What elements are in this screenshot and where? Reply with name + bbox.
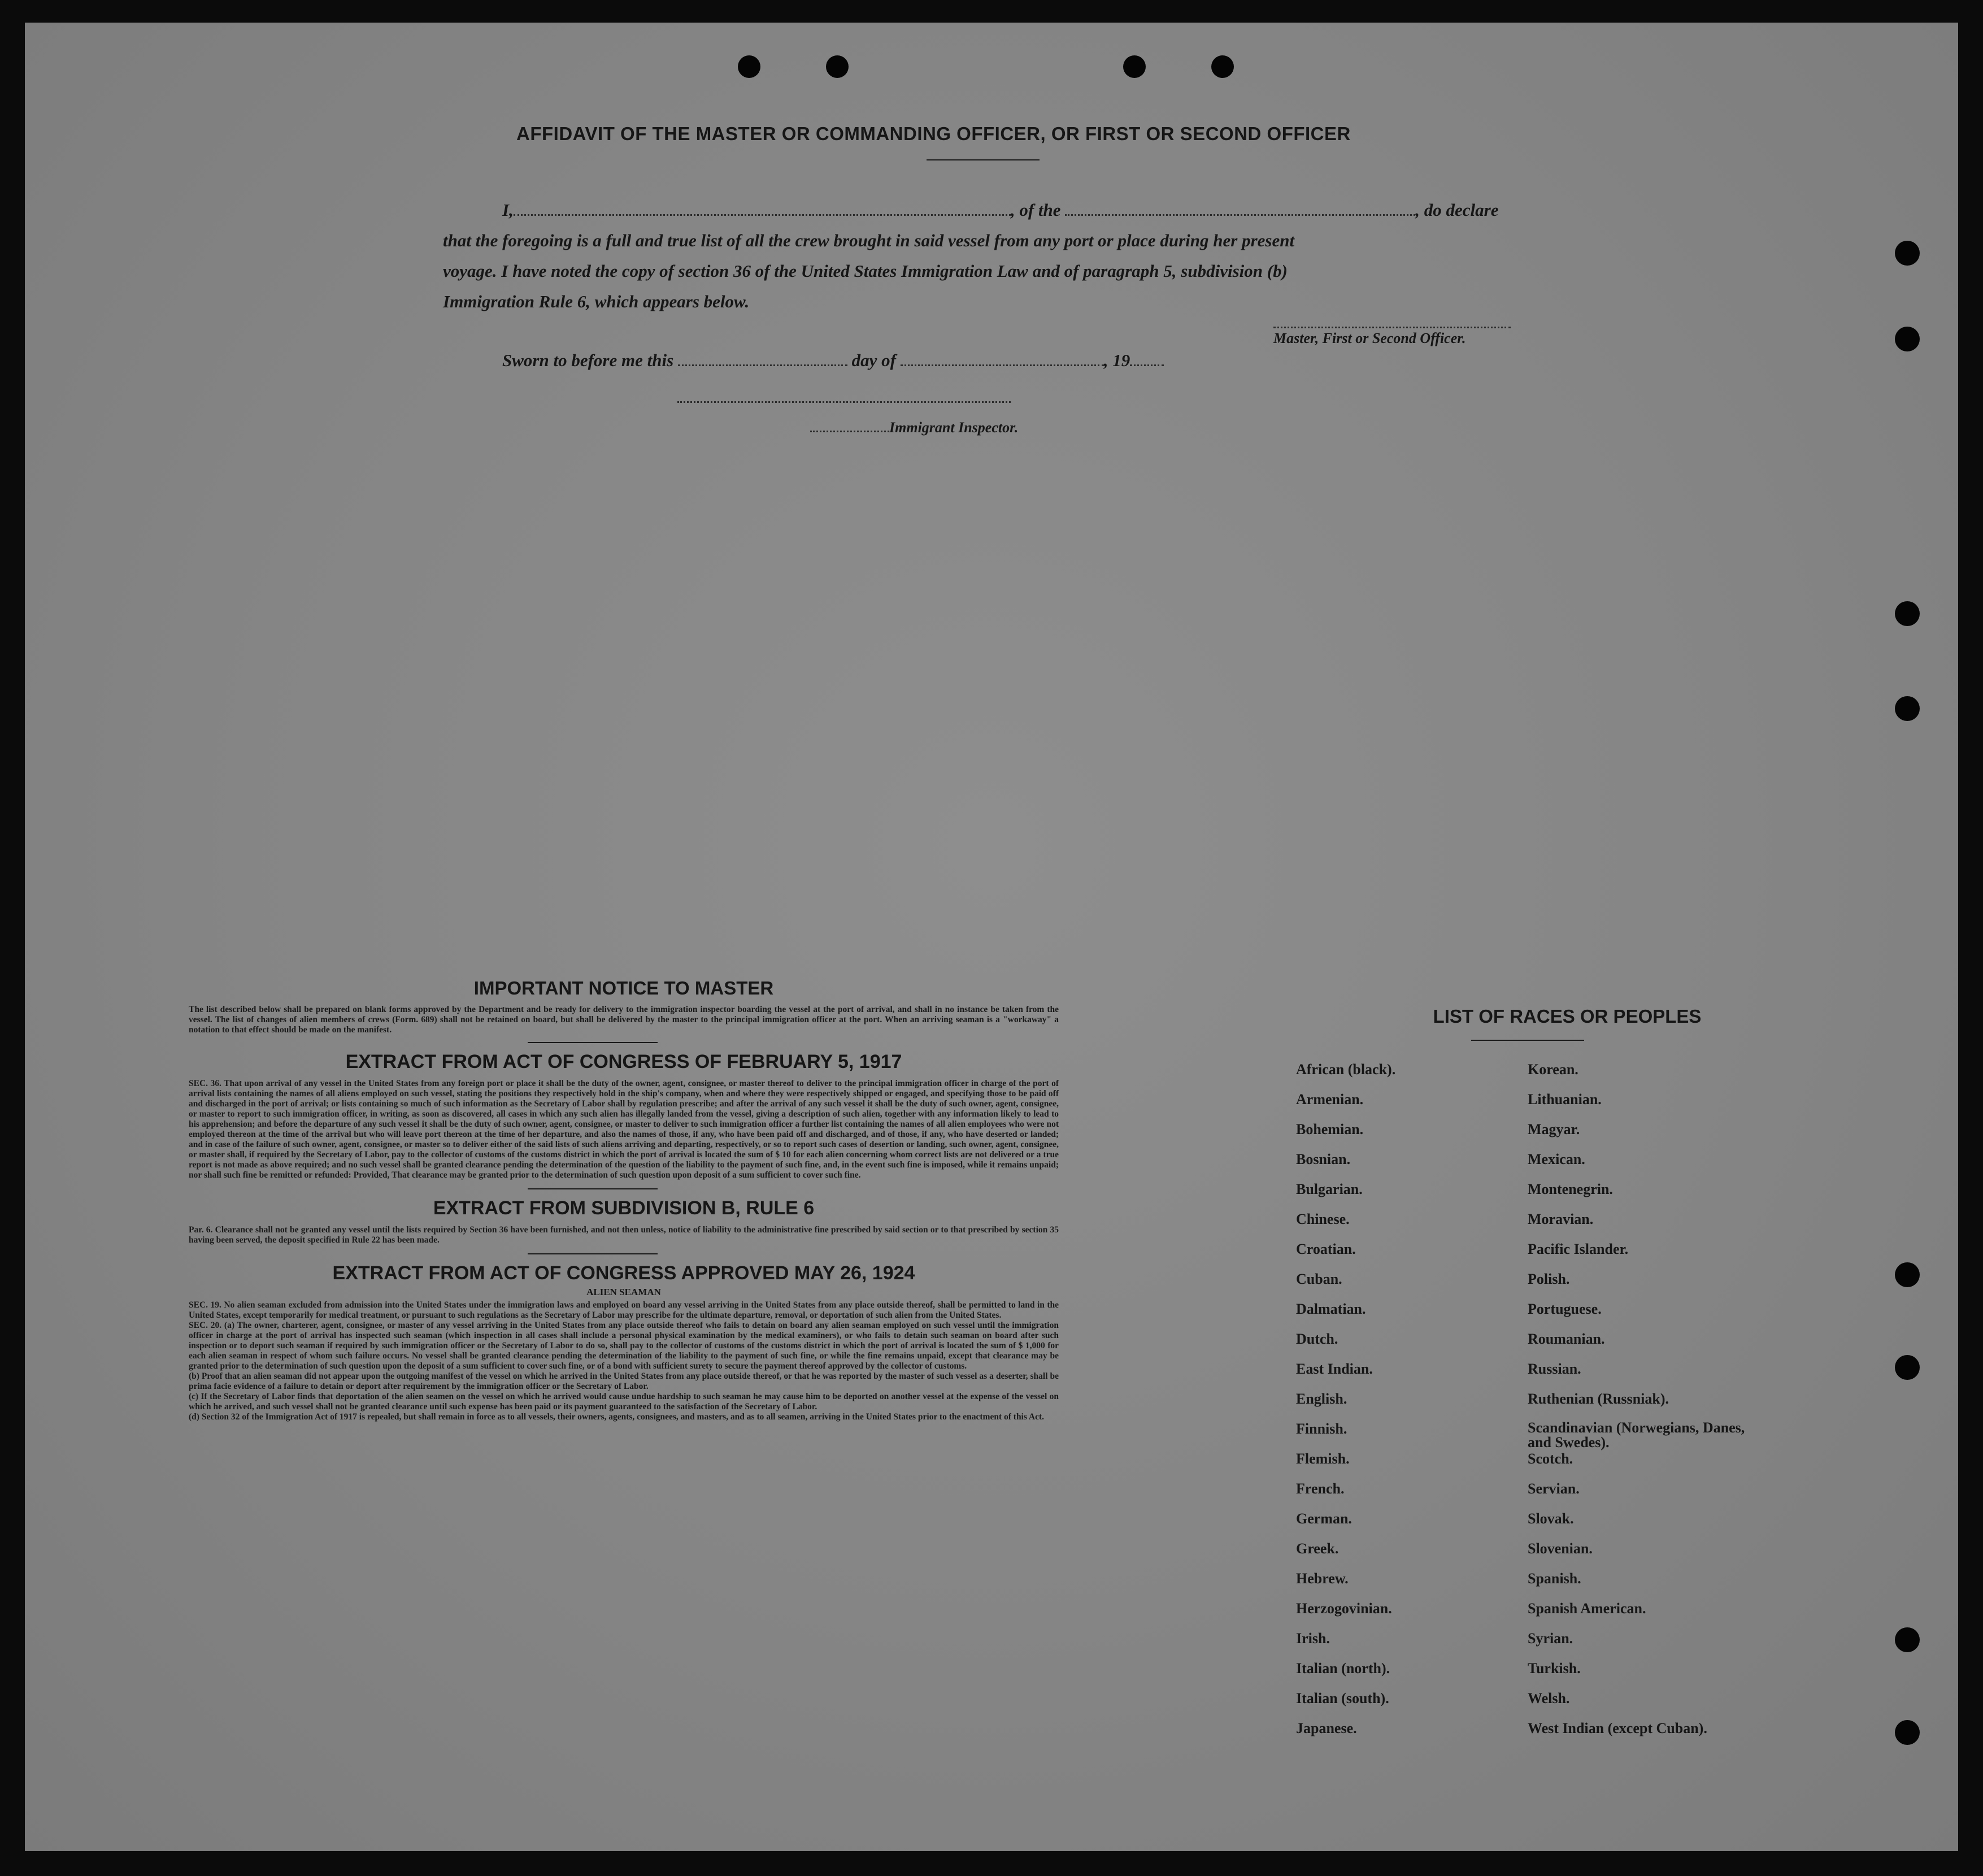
punch-hole bbox=[1895, 1627, 1920, 1652]
race-item: Dalmatian. bbox=[1296, 1301, 1366, 1317]
sworn-line bbox=[502, 350, 1164, 371]
race-item: Bosnian. bbox=[1296, 1151, 1351, 1167]
race-item: Scotch. bbox=[1528, 1451, 1573, 1467]
races-column-2 bbox=[1528, 1061, 1754, 1750]
notice-text: The list described below shall be prepared on blank forms approved by the Department and be ready for delivery to the immigration inspector boarding the vessel at the port of arrival, and shall in no instance be taken from the vessel. The list of changes of alien members of crews (Form. 689) shall not be retained on board, but shall be delivered by the master to the principal immigration officer at the port. When an arriving seaman is a "workaway" a notation to that effect should be made on the manifest. bbox=[189, 1005, 1059, 1035]
day-of-label: day of bbox=[851, 350, 896, 370]
race-item: Portuguese. bbox=[1528, 1301, 1602, 1317]
sworn-year-field[interactable] bbox=[1130, 361, 1164, 366]
race-item: Italian (north). bbox=[1296, 1660, 1390, 1677]
form-page bbox=[25, 23, 1958, 1851]
race-item: Dutch. bbox=[1296, 1331, 1338, 1347]
race-item: Flemish. bbox=[1296, 1451, 1350, 1467]
race-item: Cuban. bbox=[1296, 1271, 1342, 1287]
master-signature-label: Master, First or Second Officer. bbox=[1273, 330, 1466, 346]
extract-rule6-title: EXTRACT FROM SUBDIVISION B, RULE 6 bbox=[433, 1197, 815, 1219]
race-item: Scandinavian (Norwegians, Danes, and Swedes). bbox=[1528, 1419, 1745, 1451]
race-item: Greek. bbox=[1296, 1540, 1339, 1557]
race-item: Montenegrin. bbox=[1528, 1181, 1613, 1197]
punch-hole bbox=[1895, 1720, 1920, 1745]
sworn-day-field[interactable] bbox=[678, 361, 847, 366]
race-item: Slovak. bbox=[1528, 1510, 1574, 1527]
race-item: German. bbox=[1296, 1510, 1352, 1527]
race-item: Korean. bbox=[1528, 1061, 1578, 1078]
races-title: LIST OF RACES OR PEOPLES bbox=[1433, 1006, 1702, 1027]
sec20c-text: (c) If the Secretary of Labor finds that deportation of the alien seamen on the vessel on which he arrived would cause undue hardship to such seaman he may cause him to be deported on another vessel at the expense of the vessel on which he arrived, and such vessel shall not be granted clearance until such expense has been paid or its payment guaranteed to the satisfaction of the Secretary of Labor. bbox=[189, 1392, 1059, 1412]
inspector-line bbox=[810, 419, 1018, 436]
race-item: Moravian. bbox=[1528, 1211, 1594, 1227]
divider bbox=[528, 1253, 658, 1254]
punch-hole bbox=[1211, 55, 1234, 78]
punch-hole bbox=[1895, 1262, 1920, 1287]
punch-hole bbox=[1895, 241, 1920, 266]
divider bbox=[528, 1042, 658, 1043]
race-item: English. bbox=[1296, 1391, 1347, 1407]
affidavit-line-2: that the foregoing is a full and true list of all the crew brought in said vessel from any port or place during her present bbox=[443, 231, 1295, 250]
divider bbox=[528, 1188, 658, 1189]
sec20b-text: (b) Proof that an alien seaman did not appear upon the outgoing manifest of the vessel on which he arrived in the United States from any place outside thereof, or that he was reported by the master of such vessel as a deserter, shall be prima facie evidence of a failure to detain or deport after requirement by the immigration officer or the Secretary of Labor. bbox=[189, 1371, 1059, 1391]
inspector-signature-line[interactable] bbox=[677, 398, 1011, 403]
race-item: West Indian (except Cuban). bbox=[1528, 1720, 1707, 1736]
race-item: Finnish. bbox=[1296, 1421, 1347, 1437]
punch-hole bbox=[1123, 55, 1146, 78]
sec20d-text: (d) Section 32 of the Immigration Act of 1917 is repealed, but shall remain in force as to all vessels, their owners, agents, consignees, and masters, and as to all seamen, arriving in the United States prior to the enactment of this Act. bbox=[189, 1412, 1045, 1422]
races-column-1 bbox=[1296, 1061, 1395, 1750]
race-item: Magyar. bbox=[1528, 1121, 1580, 1137]
race-item: Bohemian. bbox=[1296, 1121, 1364, 1137]
race-item: Roumanian. bbox=[1528, 1331, 1605, 1347]
race-item: Japanese. bbox=[1296, 1720, 1357, 1736]
punch-hole bbox=[738, 55, 760, 78]
races-underline bbox=[1471, 1040, 1584, 1041]
vessel-name-field[interactable] bbox=[1065, 211, 1415, 216]
sworn-label: Sworn to before me this bbox=[502, 350, 674, 370]
race-item: Servian. bbox=[1528, 1480, 1580, 1497]
race-item: French. bbox=[1296, 1480, 1345, 1497]
race-item: Welsh. bbox=[1528, 1690, 1570, 1706]
race-item: Bulgarian. bbox=[1296, 1181, 1363, 1197]
punch-hole bbox=[1895, 601, 1920, 626]
race-item: Italian (south). bbox=[1296, 1690, 1389, 1706]
race-item: Mexican. bbox=[1528, 1151, 1585, 1167]
race-item: Armenian. bbox=[1296, 1091, 1364, 1108]
declare-label: , do declare bbox=[1415, 200, 1499, 220]
year-label: , 19 bbox=[1103, 350, 1130, 370]
extract-1924-title: EXTRACT FROM ACT OF CONGRESS APPROVED MAY 26, 1924 bbox=[332, 1262, 915, 1284]
race-item: East Indian. bbox=[1296, 1361, 1373, 1377]
title-underline bbox=[927, 159, 1040, 160]
punch-hole bbox=[826, 55, 849, 78]
race-item: Turkish. bbox=[1528, 1660, 1581, 1677]
alien-seaman-subtitle: ALIEN SEAMAN bbox=[586, 1287, 661, 1297]
notice-column bbox=[189, 978, 1059, 1422]
race-item: Herzogovinian. bbox=[1296, 1600, 1392, 1617]
race-item: Syrian. bbox=[1528, 1630, 1573, 1647]
sworn-month-field[interactable] bbox=[901, 361, 1104, 366]
race-item: Slovenian. bbox=[1528, 1540, 1593, 1557]
race-item: Irish. bbox=[1296, 1630, 1330, 1647]
declarant-name-field[interactable] bbox=[514, 211, 1011, 216]
affidavit-title: AFFIDAVIT OF THE MASTER OR COMMANDING OFFICER, OR FIRST OR SECOND OFFICER bbox=[516, 123, 1351, 144]
race-item: Spanish American. bbox=[1528, 1600, 1646, 1617]
race-item: Pacific Islander. bbox=[1528, 1241, 1629, 1257]
race-item: Hebrew. bbox=[1296, 1570, 1349, 1587]
race-item: Russian. bbox=[1528, 1361, 1581, 1377]
affidavit-line-4: Immigration Rule 6, which appears below. bbox=[443, 292, 750, 311]
master-signature-field[interactable] bbox=[1273, 323, 1511, 328]
sec19-text: SEC. 19. No alien seaman excluded from admission into the United States under the immigration laws and employed on board any vessel arriving in the United States from any place outside thereof, shall be permitted to land in the United States, except temporarily for medical treatment, or pursuant to such regulations as the Secretary of Labor may prescribe for the ultimate departure, removal, or deportation of such alien from the United States. bbox=[189, 1300, 1059, 1320]
extract-1917-title: EXTRACT FROM ACT OF CONGRESS OF FEBRUARY 5, 1917 bbox=[345, 1051, 902, 1072]
punch-hole bbox=[1895, 327, 1920, 351]
affidavit-body bbox=[443, 195, 1516, 317]
punch-hole bbox=[1895, 696, 1920, 721]
declarant-label: I, bbox=[502, 200, 514, 220]
race-item: Spanish. bbox=[1528, 1570, 1581, 1587]
race-item: Chinese. bbox=[1296, 1211, 1350, 1227]
race-item: African (black). bbox=[1296, 1061, 1396, 1078]
notice-title: IMPORTANT NOTICE TO MASTER bbox=[473, 978, 774, 998]
race-item: Polish. bbox=[1528, 1271, 1570, 1287]
punch-hole bbox=[1895, 1355, 1920, 1380]
race-item: Lithuanian. bbox=[1528, 1091, 1602, 1108]
race-item: Croatian. bbox=[1296, 1241, 1356, 1257]
inspector-label: Immigrant Inspector. bbox=[889, 419, 1019, 436]
inspector-name-field[interactable] bbox=[810, 427, 889, 432]
extract-1917-text: SEC. 36. That upon arrival of any vessel in the United States from any foreign port or place it shall be the duty of the owner, agent, consignee, or master thereof to deliver to the principal immigration officer in charge of the port of arrival lists containing the names of all aliens employed on such vessel, stating the positions they respectively hold in the ship's company, when and where they were respectively shipped or engaged, and specifying those to be paid off and discharged in the port of arrival; or lists containing so much of such information as the Secretary of Labor shall by regulation prescribe; and after the arrival of any such vessel it shall be the duty of such owner, agent, consignee, or master to report to such immigration officer, in writing, as soon as discovered, all cases in which any such alien has illegally landed from the vessel, giving a description of such alien, together with any information likely to lead to his apprehension; and before the departure of any such vessel it shall be the duty of such owner, agent, consignee, or master to deliver to such immigration officer a further list containing the names of all alien employees who were not employed thereon at the time of the arrival but who will leave port thereon at the time of her departure, and also the names of those, if any, who have been paid off and discharged, and of those, if any, who have deserted or landed; and in case of the failure of such owner, agent, consignee, or master so to deliver either of the said lists of such aliens arriving and departing, respectively, or so to report such cases of desertion or landing, such owner, agent, consignee, or master shall, if required by the Secretary of Labor, pay to the collector of customs of the customs district in which the port of arrival is located the sum of $ 10 for each alien concerning whom correct lists are not delivered or a true report is not made as above required; and no such vessel shall be granted clearance pending the determination of the question of the liability to the payment of such fine, and, in the event such fine is imposed, while it remains unpaid; nor shall such fine be remitted or refunded: Provided, That clearance may be granted prior to the determination of such question upon deposit of a sum sufficient to cover such fine. bbox=[189, 1079, 1059, 1180]
extract-rule6-text: Par. 6. Clearance shall not be granted any vessel until the lists required by Section 36 have been furnished, and not then unless, notice of liability to the administrative fine prescribed by said section or to that prescribed by section 35 having been served, the deposit specified in Rule 22 has been made. bbox=[189, 1225, 1059, 1245]
of-the-label: , of the bbox=[1010, 200, 1061, 220]
sec20a-text: SEC. 20. (a) The owner, charterer, agent, consignee, or master of any vessel arriving in the United States from any place outside thereof who fails to detain on board any alien seaman employed on such vessel until the immigration officer in charge at the port of arrival has inspected such seaman (which inspection in all cases shall include a personal physical examination by the medical examiners), or who fails to detain such seaman on board after such inspection or to deport such seaman if required by such immigration officer or the Secretary of Labor to do so, shall pay to the collector of customs of the customs district in which the port of arrival is located the sum of $ 1,000 for each alien seaman in respect of whom such failure occurs. No vessel shall be granted clearance pending the determination of the liability to the payment of such fine, or while the fine remains unpaid, except that clearance may be granted prior to the determination of such question upon the deposit of a sum sufficient to cover such fine, or of a bond with sufficient surety to secure the payment thereof approved by the collector of customs. bbox=[189, 1321, 1059, 1371]
race-item: Ruthenian (Russniak). bbox=[1528, 1391, 1669, 1407]
affidavit-line-3: voyage. I have noted the copy of section 36 of the United States Immigration Law and of paragraph 5, subdivision (b) bbox=[443, 261, 1288, 281]
